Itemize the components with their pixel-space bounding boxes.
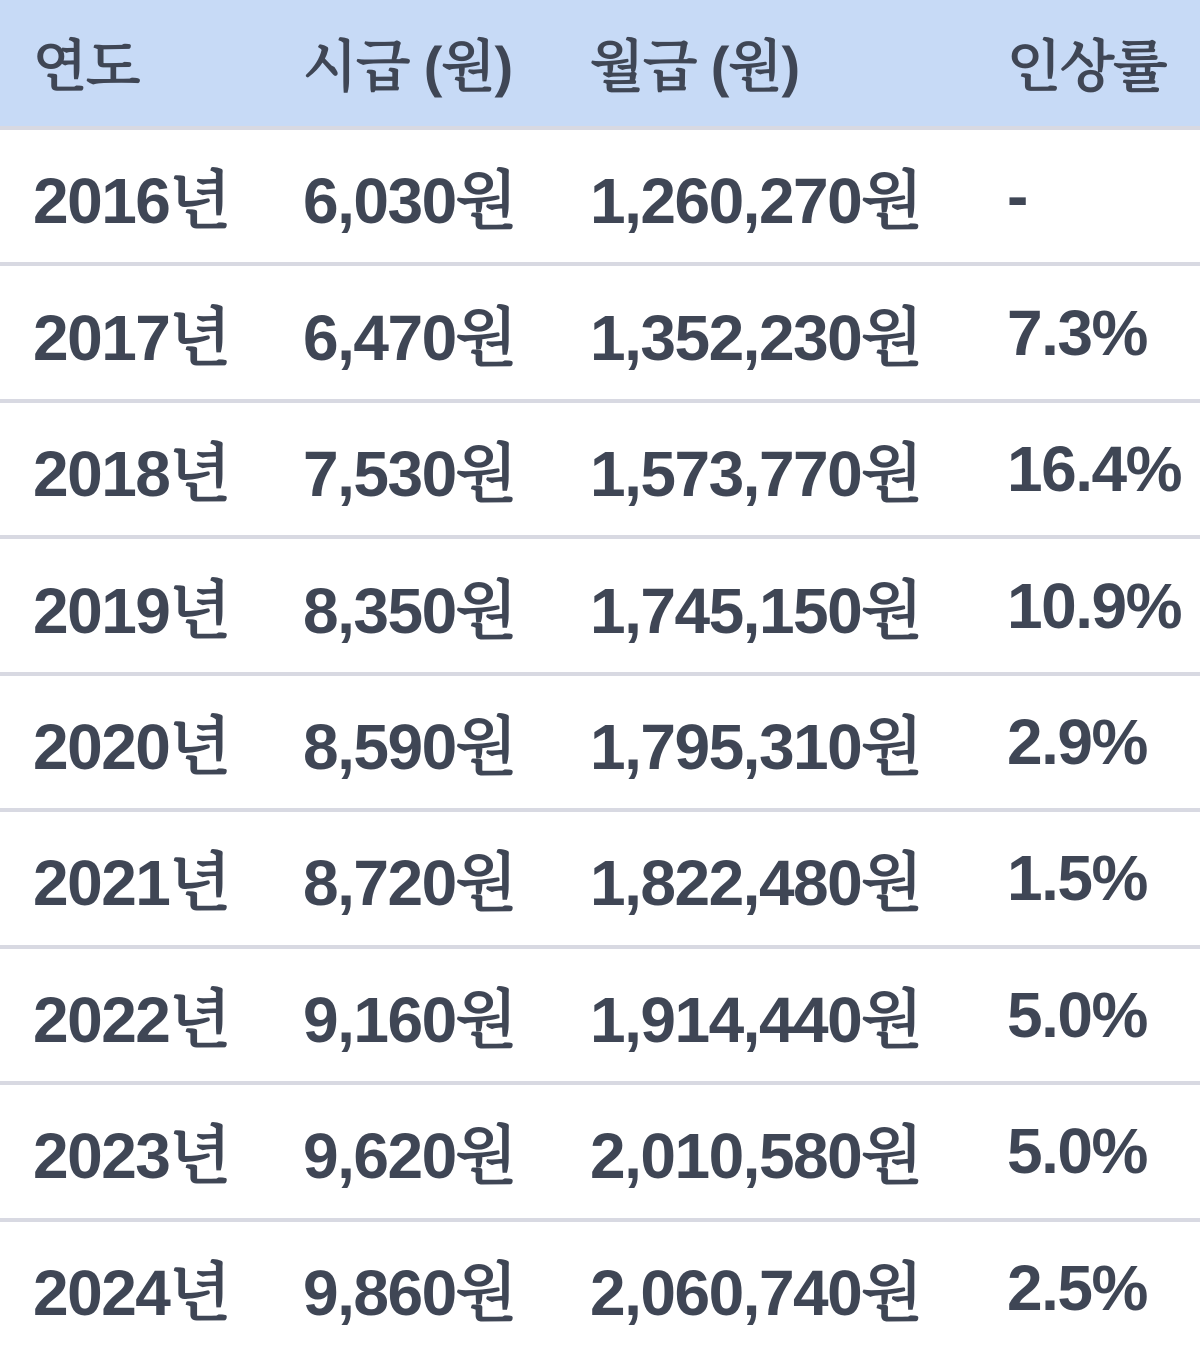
cell-year: 2023년 xyxy=(33,1120,230,1193)
cell-monthly-wage: 1,352,230원 xyxy=(590,301,922,374)
cell-monthly-wage: 1,260,270원 xyxy=(590,165,922,238)
cell-increase-rate: 1.5% xyxy=(1007,842,1147,915)
cell-increase-rate: 7.3% xyxy=(1007,296,1147,369)
header-monthly-wage: 월급 (원) xyxy=(590,35,800,98)
cell-year: 2021년 xyxy=(33,847,230,920)
cell-year: 2020년 xyxy=(33,710,230,783)
cell-year: 2018년 xyxy=(33,438,230,511)
cell-increase-rate: 5.0% xyxy=(1007,1115,1147,1188)
cell-monthly-wage: 1,745,150원 xyxy=(590,574,922,647)
table-row-2024 xyxy=(0,1218,1200,1354)
cell-hourly-wage: 8,720원 xyxy=(303,847,516,920)
table-row-2018 xyxy=(0,399,1200,535)
cell-monthly-wage: 1,822,480원 xyxy=(590,847,922,920)
table-row-2019 xyxy=(0,535,1200,671)
cell-increase-rate: 2.9% xyxy=(1007,705,1147,778)
cell-increase-rate: 10.9% xyxy=(1007,569,1181,642)
cell-monthly-wage: 1,795,310원 xyxy=(590,710,922,783)
cell-year: 2019년 xyxy=(33,574,230,647)
cell-hourly-wage: 9,860원 xyxy=(303,1256,516,1329)
cell-monthly-wage: 1,914,440원 xyxy=(590,983,922,1056)
header-year: 연도 xyxy=(33,35,140,98)
cell-year: 2022년 xyxy=(33,983,230,1056)
cell-hourly-wage: 6,470원 xyxy=(303,301,516,374)
table-header-row xyxy=(0,0,1200,126)
table-row-2023 xyxy=(0,1081,1200,1217)
cell-monthly-wage: 2,010,580원 xyxy=(590,1120,922,1193)
cell-hourly-wage: 9,160원 xyxy=(303,983,516,1056)
table-row-2016 xyxy=(0,126,1200,262)
table-row-2022 xyxy=(0,945,1200,1081)
cell-hourly-wage: 6,030원 xyxy=(303,165,516,238)
table-row-2020 xyxy=(0,672,1200,808)
cell-increase-rate: 2.5% xyxy=(1007,1251,1147,1324)
cell-monthly-wage: 1,573,770원 xyxy=(590,438,922,511)
cell-increase-rate: - xyxy=(1007,160,1027,233)
cell-increase-rate: 16.4% xyxy=(1007,433,1181,506)
table-row-2017 xyxy=(0,262,1200,398)
cell-hourly-wage: 9,620원 xyxy=(303,1120,516,1193)
cell-increase-rate: 5.0% xyxy=(1007,978,1147,1051)
cell-hourly-wage: 8,350원 xyxy=(303,574,516,647)
cell-year: 2016년 xyxy=(33,165,230,238)
header-increase-rate: 인상률 xyxy=(1007,35,1167,98)
cell-hourly-wage: 7,530원 xyxy=(303,438,516,511)
cell-monthly-wage: 2,060,740원 xyxy=(590,1256,922,1329)
cell-year: 2024년 xyxy=(33,1256,230,1329)
table-row-2021 xyxy=(0,808,1200,944)
cell-hourly-wage: 8,590원 xyxy=(303,710,516,783)
cell-year: 2017년 xyxy=(33,301,230,374)
header-hourly-wage: 시급 (원) xyxy=(303,35,513,98)
